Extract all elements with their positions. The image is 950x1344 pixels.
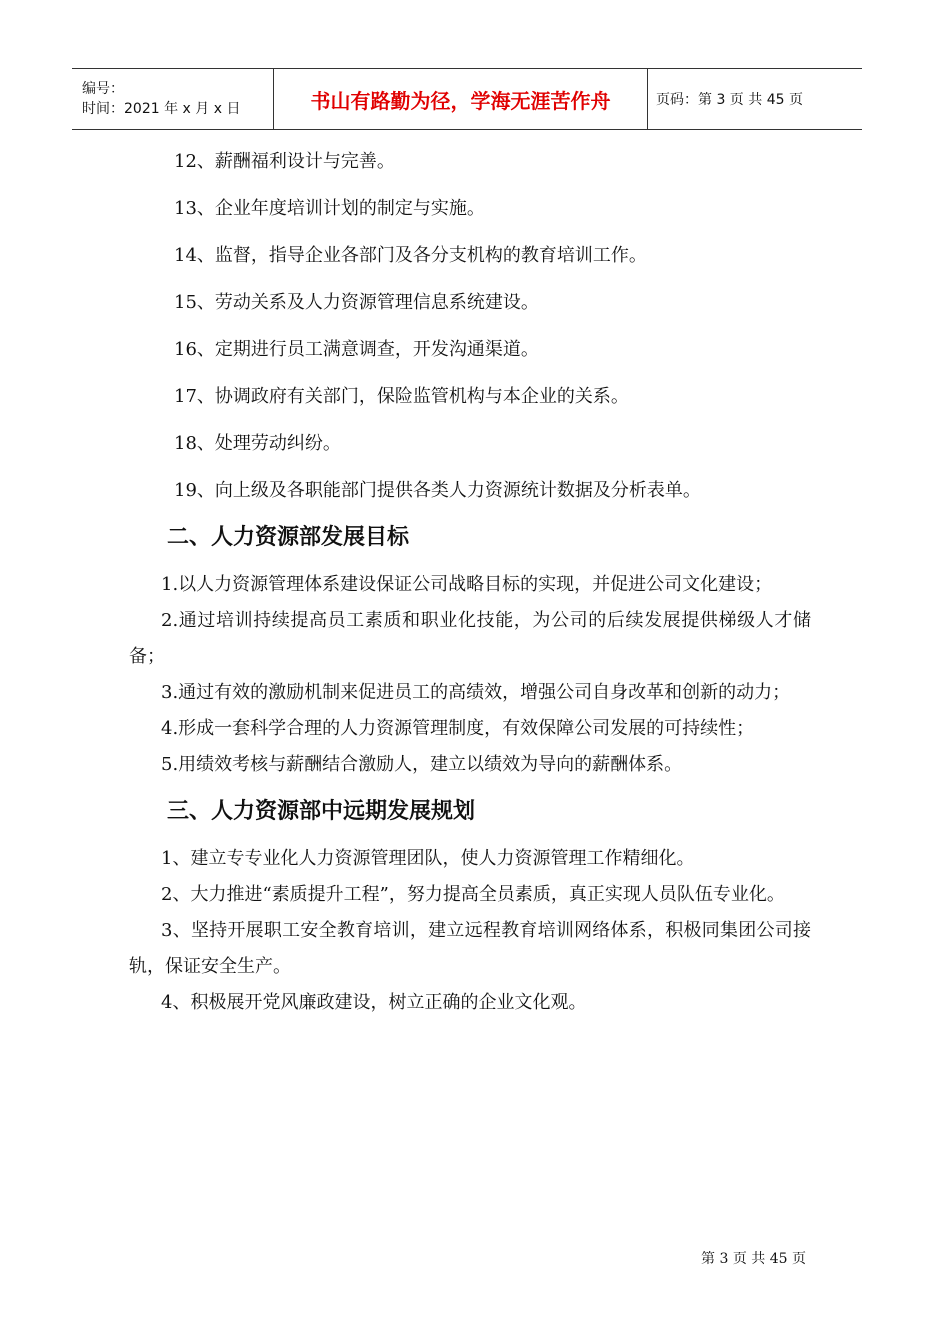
motto-text: 书山有路勤为径，学海无涯苦作舟 (310, 88, 611, 113)
header-page-number (648, 69, 862, 129)
plan-paragraph: 4、积极展开党风廉政建设，树立正确的企业文化观。 (161, 992, 587, 1013)
list-item: 12、薪酬福利设计与完善。 (174, 151, 395, 172)
header-meta (72, 69, 274, 129)
document-body (129, 150, 811, 1021)
document-time-label: 时间：2021 年 x 月 x 日 (82, 101, 241, 117)
plan-paragraph: 3、坚持开展职工安全教育培训，建立远程教育培训网络体系，积极同集团公司接轨，保证安全生产。 (129, 920, 811, 977)
goal-paragraph: 2.通过培训持续提高员工素质和职业化技能，为公司的后续发展提供梯级人才储备； (129, 610, 811, 667)
page-number-label: 页码：第 3 页 共 45 页 (656, 92, 803, 108)
document-header (72, 68, 862, 130)
development-goals (129, 567, 811, 783)
list-item: 17、协调政府有关部门，保险监管机构与本企业的关系。 (174, 386, 629, 407)
header-motto (274, 69, 648, 129)
list-item: 18、处理劳动纠纷。 (174, 433, 341, 454)
responsibility-list (129, 150, 811, 503)
goal-paragraph: 4.形成一套科学合理的人力资源管理制度，有效保障公司发展的可持续性； (161, 718, 755, 739)
list-item: 14、监督，指导企业各部门及各分支机构的教育培训工作。 (174, 245, 647, 266)
list-item: 19、向上级及各职能部门提供各类人力资源统计数据及分析表单。 (174, 480, 701, 501)
goal-paragraph: 3.通过有效的激励机制来促进员工的高绩效，增强公司自身改革和创新的动力； (161, 682, 791, 703)
list-item: 15、劳动关系及人力资源管理信息系统建设。 (174, 292, 539, 313)
long-term-plan (129, 841, 811, 1021)
document-number-label: 编号： (82, 81, 124, 97)
list-item: 16、定期进行员工满意调查，开发沟通渠道。 (174, 339, 539, 360)
plan-paragraph: 2、大力推进“素质提升工程”，努力提高全员素质，真正实现人员队伍专业化。 (161, 884, 785, 905)
footer-page-number: 第 3 页 共 45 页 (701, 1251, 806, 1267)
goal-paragraph: 1.以人力资源管理体系建设保证公司战略目标的实现，并促进公司文化建设； (161, 574, 773, 595)
list-item: 13、企业年度培训计划的制定与实施。 (174, 198, 485, 219)
plan-paragraph: 1、建立专专业化人力资源管理团队，使人力资源管理工作精细化。 (161, 848, 695, 869)
section-heading-development-goals: 二、人力资源部发展目标 (167, 525, 410, 550)
page-footer (0, 1248, 806, 1268)
goal-paragraph: 5.用绩效考核与薪酬结合激励人，建立以绩效为导向的薪酬体系。 (161, 754, 683, 775)
section-heading-long-term-plan: 三、人力资源部中远期发展规划 (167, 799, 476, 824)
